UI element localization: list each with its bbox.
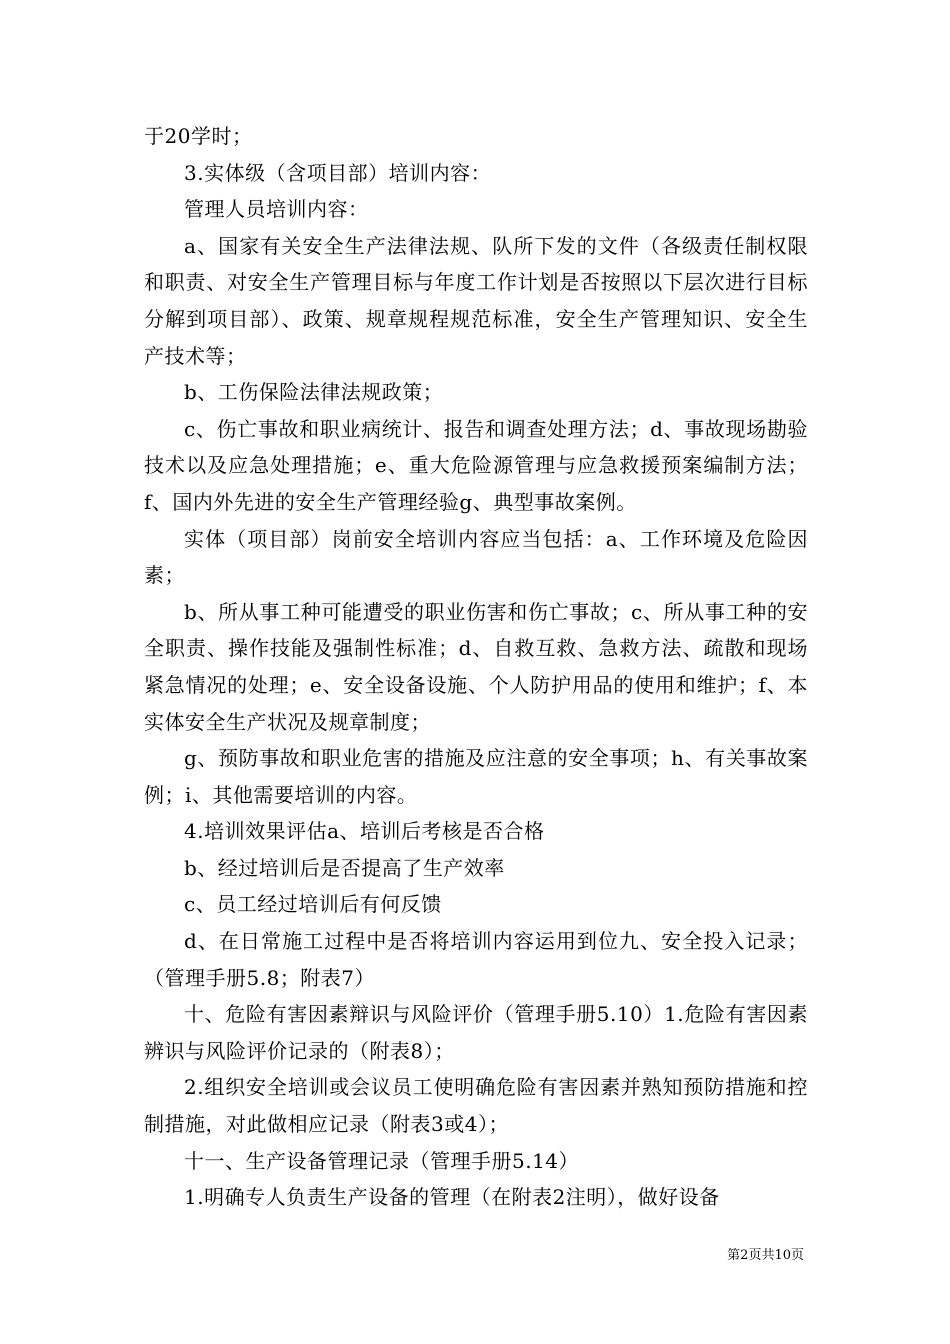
body-paragraph: b、经过培训后是否提高了生产效率 [184,855,505,880]
page-number: 第2页共10页 [727,1248,804,1263]
body-paragraph: 管理人员培训内容： [184,197,369,222]
body-paragraph: 1.明确专人负责生产设备的管理（在附表2注明），做好设备 [184,1185,720,1210]
body-paragraph: b、工伤保险法律法规政策； [184,380,444,405]
body-paragraph: 十、危险有害因素辩识与风险评价（管理手册5.10）1.危险有害因素辨识与风险评价记录的（附表8）； [144,1002,808,1063]
body-paragraph: 于20学时； [144,124,253,148]
body-paragraph: c、员工经过培训后有何反馈 [184,892,442,917]
body-paragraph: a、国家有关安全生产法律法规、队所下发的文件（各级责任制权限和职责、对安全生产管理目标与年度工作计划是否按照以下层次进行目标分解到项目部）、政策、规章规程规范标准，安全生产管理知识、安全生产技术等； [144,233,808,368]
body-paragraph: b、所从事工种可能遭受的职业伤害和伤亡事故；c、所从事工种的安全职责、操作技能及强制性标准；d、自救互救、急救方法、疏散和现场紧急情况的处理；e、安全设备设施、个人防护用品的使用和维护；f、本实体安全生产状况及规章制度； [144,599,808,734]
body-paragraph: 3.实体级（含项目部）培训内容： [184,160,492,185]
body-paragraph: 实体（项目部）岗前安全培训内容应当包括：a、工作环境及危险因素； [144,526,808,588]
body-paragraph: 2.组织安全培训或会议员工使明确危险有害因素并熟知预防措施和控制措施，对此做相应记录（附表3或4）； [144,1075,808,1137]
body-paragraph: 4.培训效果评估a、培训后考核是否合格 [184,819,545,844]
body-paragraph: d、在日常施工过程中是否将培训内容运用到位九、安全投入记录；（管理手册5.8；附表7） [144,929,808,990]
document-body [144,118,808,1216]
body-paragraph: 十一、生产设备管理记录（管理手册5.14） [184,1148,580,1173]
body-paragraph: g、预防事故和职业危害的措施及应注意的安全事项；h、有关事故案例；i、其他需要培训的内容。 [144,746,808,807]
body-paragraph: c、伤亡事故和职业病统计、报告和调查处理方法；d、事故现场勘验技术以及应急处理措施；e、重大危险源管理与应急救援预案编制方法；f、国内外先进的安全生产管理经验g、典型事故案例。 [144,416,808,514]
